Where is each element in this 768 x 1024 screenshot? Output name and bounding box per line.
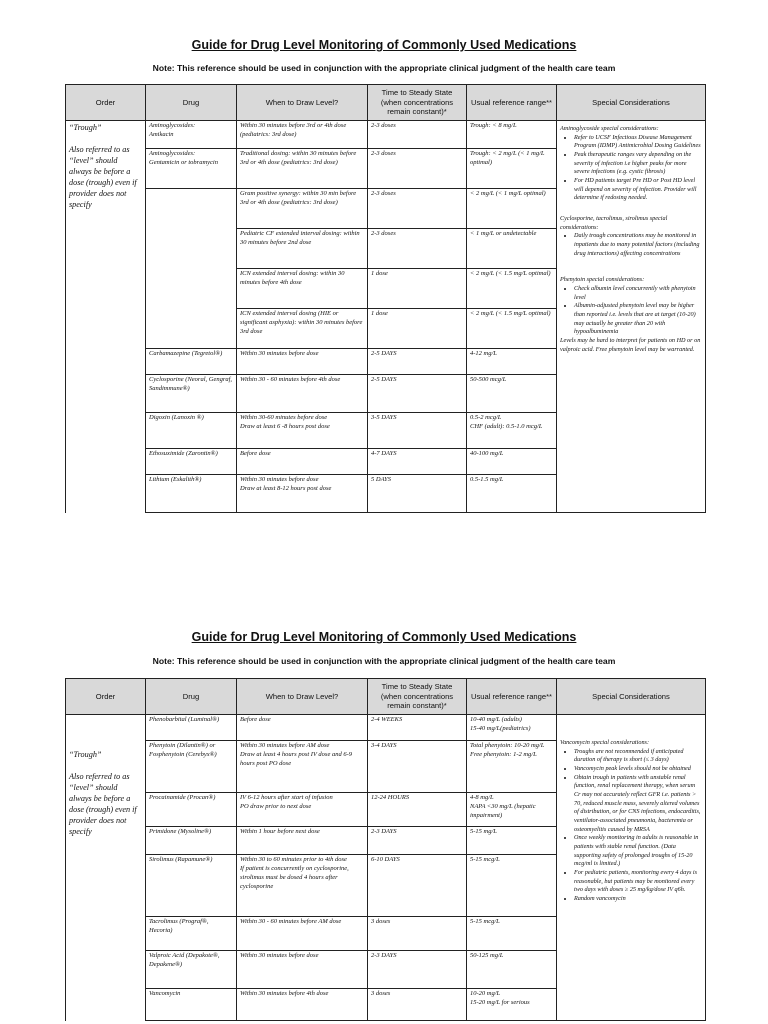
drug-cell	[146, 189, 237, 229]
drug-cell: Digoxin (Lanoxin ®)	[146, 413, 237, 449]
header-when: When to Draw Level?	[237, 679, 368, 715]
list-item: • Peak therapeutic ranges vary depending on the severity of infection i.e higher peaks for more severe infections (e.g. cystic fibrosis)	[574, 151, 702, 177]
time-cell: 4-7 DAYS	[368, 449, 467, 475]
when-cell: Within 30 - 60 minutes before 4th dose	[237, 375, 368, 413]
trough-label: “Trough”	[69, 123, 102, 132]
drug-cell: Carbamazepine (Tegretol®)	[146, 349, 237, 375]
time-cell: 2-3 doses	[368, 189, 467, 229]
when-cell: Before dose	[237, 449, 368, 475]
range-cell: 50-125 mg/L	[467, 951, 557, 989]
drug-level-table-1	[65, 84, 706, 513]
drug-cell: Aminoglycosides: Gentamicin or tobramycin	[146, 149, 237, 189]
drug-cell: Sirolimus (Rapamune®)	[146, 855, 237, 917]
list-item: • Albumin-adjusted phenytoin level may be higher than reported i.e. levels that are at target (10-20) may actually be greater than 20 with hypoalbuminemia	[574, 302, 702, 337]
when-cell: Within 30 minutes before 3rd or 4th dose (pediatrics: 3rd dose)	[237, 121, 368, 149]
page-title: Guide for Drug Level Monitoring of Commonly Used Medications	[191, 38, 577, 52]
time-cell: 6-10 DAYS	[368, 855, 467, 917]
time-cell: 2-3 doses	[368, 229, 467, 269]
when-cell: Within 30-60 minutes before dose Draw at least 6 -8 hours post dose	[237, 413, 368, 449]
range-cell: Trough: < 2 mg/L (< 1 mg/L optimal)	[467, 149, 557, 189]
when-cell: Within 30 - 60 minutes before AM dose	[237, 917, 368, 951]
header-order: Order	[66, 85, 146, 121]
drug-cell	[146, 229, 237, 269]
page-note: Note: This reference should be used in conjunction with the appropriate clinical judgment of the health care team	[152, 656, 616, 666]
range-cell: 0.5-2 mcg/L CHF (adult): 0.5-1.0 mcg/L	[467, 413, 557, 449]
range-cell: < 2 mg/L (< 1.5 mg/L optimal)	[467, 269, 557, 309]
header-time: Time to Steady State (when concentrations remain constant)*	[368, 679, 467, 715]
time-cell: 2-5 DAYS	[368, 375, 467, 413]
range-cell: 10-20 mg/L 15-20 mg/L for serious	[467, 989, 557, 1021]
header-order: Order	[66, 679, 146, 715]
when-cell: IV 6-12 hours after start of infusion PO draw prior to next dose	[237, 793, 368, 827]
when-cell: Traditional dosing: within 30 minutes before 3rd or 4th dose (pediatrics: 3rd dose)	[237, 149, 368, 189]
time-cell: 12-24 HOURS	[368, 793, 467, 827]
time-cell: 1 dose	[368, 309, 467, 349]
special-considerations-cell	[557, 715, 706, 1021]
range-cell: Total phenytoin: 10-20 mg/L Free phenytoin: 1-2 mg/L	[467, 741, 557, 793]
list-item: • For HD patients target Pre HD or Post HD level will depend on severity of infection. Provider will determine if redosing needed.	[574, 177, 702, 203]
when-cell: Within 30 minutes before dose	[237, 951, 368, 989]
when-cell: ICN extended interval dosing: within 30 minutes before 4th dose	[237, 269, 368, 309]
when-cell: Before dose	[237, 715, 368, 741]
range-cell: < 2 mg/L (< 1.5 mg/L optimal)	[467, 309, 557, 349]
phenytoin-note: Levels may be hard to interpret for patients on HD or on valproic acid. Free phenytoin level may be warranted.	[560, 337, 701, 353]
range-cell: < 1 mg/L or undetectable	[467, 229, 557, 269]
header-range: Usual reference range**	[467, 85, 557, 121]
drug-cell	[146, 269, 237, 309]
trough-description: Also referred to as “level” should always be before a dose (trough) even if provider does not specify	[69, 145, 137, 210]
header-drug: Drug	[146, 85, 237, 121]
when-cell: Within 30 minutes before dose	[237, 349, 368, 375]
range-cell: 5-15 mg/L	[467, 827, 557, 855]
when-cell: Within 30 minutes before AM dose Draw at least 4 hours post IV dose and 6-9 hours post PO dose	[237, 741, 368, 793]
list-item: • Once weekly monitoring in adults is reasonable in patients with stable renal function. (Data supporting safety of prolonged troughs of 15-20 mcg/ml is limited.)	[574, 834, 702, 869]
header-special: Special Considerations	[557, 85, 706, 121]
drug-level-table-2	[65, 678, 706, 1021]
drug-cell: Procainamide (Procan®)	[146, 793, 237, 827]
list-item: • Troughs are not recommended if anticipated duration of therapy is short (≤ 3 days)	[574, 748, 702, 765]
drug-cell: Cyclosporine (Neoral, Gengraf, Sandimmune®)	[146, 375, 237, 413]
time-cell: 5 DAYS	[368, 475, 467, 513]
list-item: • Vancomycin peak levels should not be obtained	[574, 765, 702, 774]
range-cell: Trough: < 8 mg/L	[467, 121, 557, 149]
order-cell	[66, 121, 146, 513]
when-cell: ICN extended interval dosing (HIE or significant asphyxia): within 30 minutes before 3rd dose	[237, 309, 368, 349]
header-when: When to Draw Level?	[237, 85, 368, 121]
drug-cell: Primidone (Mysoline®)	[146, 827, 237, 855]
header-range: Usual reference range**	[467, 679, 557, 715]
list-item: • Random vancomycin	[574, 895, 702, 904]
header-special: Special Considerations	[557, 679, 706, 715]
time-cell: 2-3 DAYS	[368, 827, 467, 855]
table-row	[66, 121, 706, 149]
list-item: • For pediatric patients, monitoring every 4 days is reasonable, but patients may be monitored every two days with doses ≥ 25 mg/kg/dose IV q6h.	[574, 869, 702, 895]
phenytoin-heading: Phenytoin special considerations:	[560, 276, 645, 284]
page-title: Guide for Drug Level Monitoring of Commonly Used Medications	[191, 630, 577, 644]
range-cell: 4-12 mg/L	[467, 349, 557, 375]
range-cell: 10-40 mg/L (adults) 15-40 mg/L(pediatrics)	[467, 715, 557, 741]
when-cell: Within 1 hour before next dose	[237, 827, 368, 855]
when-cell: Gram positive synergy: within 30 min before 3rd or 4th dose (pediatrics: 3rd dose)	[237, 189, 368, 229]
drug-cell: Ethosuximide (Zarontin®)	[146, 449, 237, 475]
special-considerations-cell	[557, 121, 706, 513]
time-cell: 2-3 doses	[368, 149, 467, 189]
trough-description: Also referred to as “level” should always be before a dose (trough) even if provider does not specify	[69, 772, 137, 837]
header-time: Time to Steady State (when concentrations remain constant)*	[368, 85, 467, 121]
time-cell: 2-3 doses	[368, 121, 467, 149]
list-item: • Refer to UCSF Infectious Disease Management Program (IDMP) Antimicrobial Dosing Guidelines	[574, 134, 702, 151]
range-cell: 50-500 mcg/L	[467, 375, 557, 413]
drug-cell: Phenobarbital (Luminal®)	[146, 715, 237, 741]
drug-cell: Tacrolimus (Prograf®, Hecoria)	[146, 917, 237, 951]
time-cell: 2-3 DAYS	[368, 951, 467, 989]
range-cell: 4-8 mg/L NAPA <30 mg/L (hepatic impairment)	[467, 793, 557, 827]
time-cell: 3-5 DAYS	[368, 413, 467, 449]
trough-label: “Trough”	[69, 750, 102, 759]
time-cell: 3 doses	[368, 989, 467, 1021]
cyclosporine-heading: Cyclosporine, tacrolimus, sirolimus special considerations:	[560, 215, 668, 231]
when-cell: Pediatric CF extended interval dosing: within 30 minutes before 2nd dose	[237, 229, 368, 269]
range-cell: 0.5-1.5 mg/L	[467, 475, 557, 513]
drug-cell: Phenytoin (Dilantin®) or Fosphenytoin (Cerebyx®)	[146, 741, 237, 793]
table-row	[66, 715, 706, 741]
drug-cell: Lithium (Eskalith®)	[146, 475, 237, 513]
list-item: • Check albumin level concurrently with phenytoin level	[574, 285, 702, 302]
when-cell: Within 30 minutes before dose Draw at least 8-12 hours post dose	[237, 475, 368, 513]
page-note: Note: This reference should be used in conjunction with the appropriate clinical judgment of the health care team	[152, 63, 616, 73]
header-drug: Drug	[146, 679, 237, 715]
when-cell: Within 30 to 60 minutes prior to 4th dose If patient is concurrently on cyclosporine, sirolimus must be dosed 4 hours after cyclosporine	[237, 855, 368, 917]
drug-cell: Aminoglycosides: Amikacin	[146, 121, 237, 149]
list-item: • Daily trough concentrations may be monitored in inpatients due to many potential factors (including drug interactions) affecting concentrations	[574, 232, 702, 258]
list-item: • Obtain trough in patients with unstable renal function, renal replacement therapy, when serum Cr may not accurately reflect GFR i.e. patients > 70, reduced muscle mass, severely altered volumes of distribution, or for CNS infections, endocarditis, ventilator-associated pneumonia, bacteremia or osteomyelitis caused by MRSA	[574, 774, 702, 835]
time-cell: 1 dose	[368, 269, 467, 309]
range-cell: 5-15 mcg/L	[467, 917, 557, 951]
time-cell: 3 doses	[368, 917, 467, 951]
order-cell	[66, 715, 146, 1021]
drug-cell: Vancomycin	[146, 989, 237, 1021]
time-cell: 3-4 DAYS	[368, 741, 467, 793]
range-cell: 40-100 mg/L	[467, 449, 557, 475]
when-cell: Within 30 minutes before 4th dose	[237, 989, 368, 1021]
drug-cell: Valproic Acid (Depakote®, Depakene®)	[146, 951, 237, 989]
time-cell: 2-4 WEEKS	[368, 715, 467, 741]
drug-cell	[146, 309, 237, 349]
range-cell: 5-15 mcg/L	[467, 855, 557, 917]
range-cell: < 2 mg/L (< 1 mg/L optimal)	[467, 189, 557, 229]
time-cell: 2-5 DAYS	[368, 349, 467, 375]
aminoglycoside-heading: Aminoglycoside special considerations:	[560, 125, 659, 132]
vancomycin-heading: Vancomycin special considerations:	[560, 739, 650, 746]
